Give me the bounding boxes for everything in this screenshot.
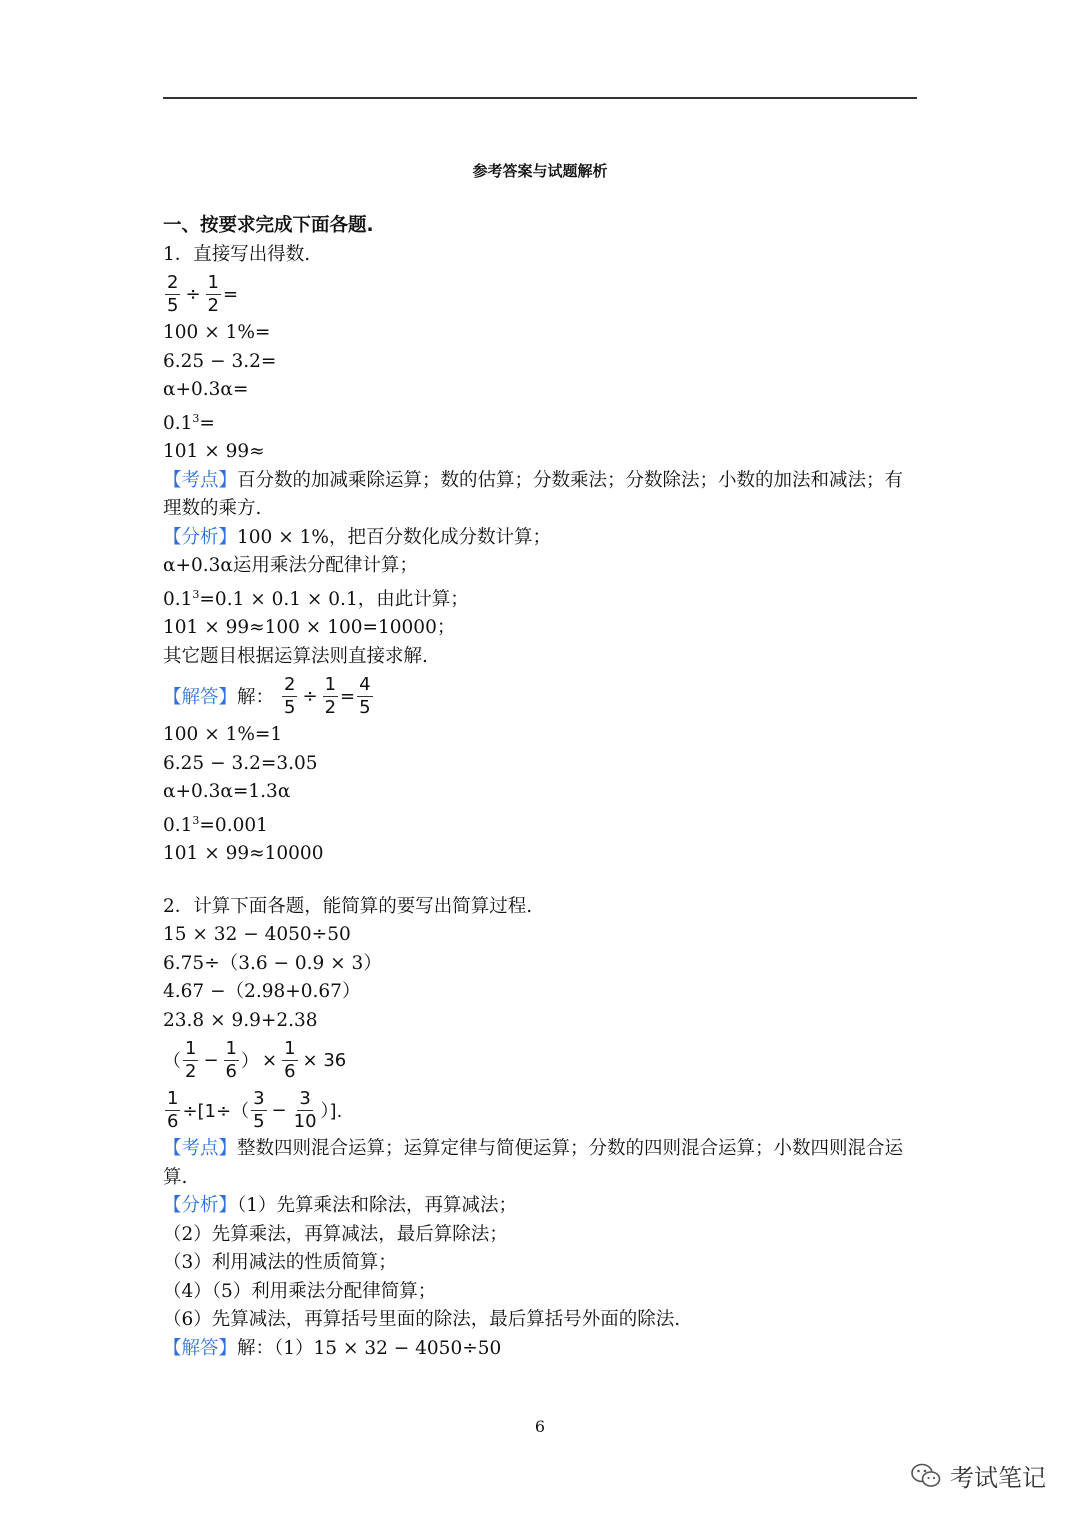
jieda-block: 【解答】 解： $\frac{2}{5}$ ÷ $\frac{1}{2}$ = $\frac{4}{5}$: [163, 673, 371, 718]
fraction: $\frac{1}{6}$: [284, 1037, 296, 1082]
expression: 100 × 1%=: [163, 322, 271, 343]
expression-fraction-5: （ $\frac{1}{2}$ − $\frac{1}{6}$ ） × $\frac{1}{6}$ × 36: [163, 1037, 347, 1082]
fenxi-line: 其它题目根据运算法则直接求解.: [163, 645, 428, 667]
fenxi-line: $0.1^3=0.1 \times 0.1 \times 0.1$，由此计算；: [163, 587, 469, 610]
fenxi-line: （6）先算减法，再算括号里面的除法，最后算括号外面的除法.: [163, 1309, 681, 1330]
fenxi-tag: 【分析】: [163, 1195, 238, 1216]
expression: 4.67 −（2.98+0.67）: [163, 981, 361, 1002]
fraction: $\frac{4}{5}$: [359, 673, 371, 718]
jieda-block: 【解答】解：（1）15 × 32 − 4050÷50: [163, 1337, 502, 1359]
expression: 15 × 32 − 4050÷50: [163, 924, 351, 945]
wechat-icon: [910, 1462, 942, 1490]
fraction: $\frac{3}{5}$: [253, 1087, 265, 1132]
kaodian-tag: 【考点】: [163, 1138, 238, 1159]
fenxi-block: 【分析】100 × 1%，把百分数化成分数计算；: [163, 526, 551, 548]
jieda-tag: 【解答】: [163, 687, 238, 708]
fenxi-line: α+0.3α运用乘法分配律计算；: [163, 555, 418, 576]
expression-fraction-6: $\frac{1}{6}$ ÷[1÷（ $\frac{3}{5}$ − $\frac{3}{10}$ ）].: [167, 1087, 343, 1132]
fenxi-line: （4）（5）利用乘法分配律简算；: [163, 1280, 437, 1302]
watermark: [910, 1458, 1046, 1493]
answer-cube: $0.1^3=0.001$: [163, 813, 268, 836]
section-heading: 一、按要求完成下面各题.: [163, 215, 374, 236]
expression: 23.8 × 9.9+2.38: [163, 1009, 318, 1031]
question-2-prompt: 2．计算下面各题，能简算的要写出简算过程.: [163, 895, 533, 917]
fraction: $\frac{1}{2}$: [185, 1037, 197, 1082]
header-rule: [163, 97, 917, 99]
answer: 100 × 1%=1: [163, 724, 283, 745]
fraction: $\frac{2}{5}$: [284, 673, 296, 718]
expression: 6.75÷（3.6 − 0.9 × 3）: [163, 952, 382, 974]
fenxi-line: 101 × 99≈100 × 100=10000；: [163, 617, 456, 638]
kaodian-block: 【考点】整数四则混合运算；运算定律与简便运算；分数的四则混合运算；小数四则混合运算.: [163, 1138, 904, 1188]
fraction: $\frac{1}{2}$: [324, 673, 337, 718]
fraction: $\frac{1}{2}$: [207, 271, 219, 316]
page-title: 参考答案与试题解析: [472, 162, 608, 180]
expression-fraction-division: $\frac{2}{5}$ ÷ $\frac{1}{2}$ =: [167, 271, 239, 316]
question-1-prompt: 1．直接写出得数.: [163, 243, 311, 265]
kaodian-tag: 【考点】: [163, 469, 238, 491]
expression: 6.25 − 3.2=: [163, 350, 277, 372]
kaodian-block: 【考点】百分数的加减乘除运算；数的估算；分数乘法；分数除法；小数的加法和减法；有理数的乘方.: [163, 469, 904, 519]
fraction: $\frac{1}{6}$: [167, 1087, 179, 1132]
jieda-tag: 【解答】: [163, 1337, 238, 1359]
answer: 6.25 − 3.2=3.05: [163, 752, 318, 774]
answer: α+0.3α=1.3α: [163, 781, 291, 802]
fenxi-block: 【分析】（1）先算乘法和除法，再算减法；: [163, 1195, 518, 1216]
expression: α+0.3α=: [163, 379, 249, 400]
fenxi-tag: 【分析】: [163, 526, 238, 548]
fraction: $\frac{1}{6}$: [225, 1037, 237, 1082]
fenxi-line: （3）利用减法的性质简算；: [163, 1252, 397, 1273]
document-body: [163, 212, 917, 1363]
fraction: $\frac{3}{10}$: [293, 1087, 317, 1132]
answer: 101 × 99≈10000: [163, 843, 324, 864]
spacer: [163, 869, 917, 893]
fenxi-line: （2）先算乘法，再算减法，最后算除法；: [163, 1223, 508, 1245]
fraction: $\frac{2}{5}$: [167, 271, 179, 316]
expression: 101 × 99≈: [163, 441, 265, 462]
watermark-text: 考试笔记: [950, 1464, 1046, 1492]
page-number: 6: [534, 1417, 546, 1436]
expression-cube: $0.1^3=$: [163, 411, 215, 434]
